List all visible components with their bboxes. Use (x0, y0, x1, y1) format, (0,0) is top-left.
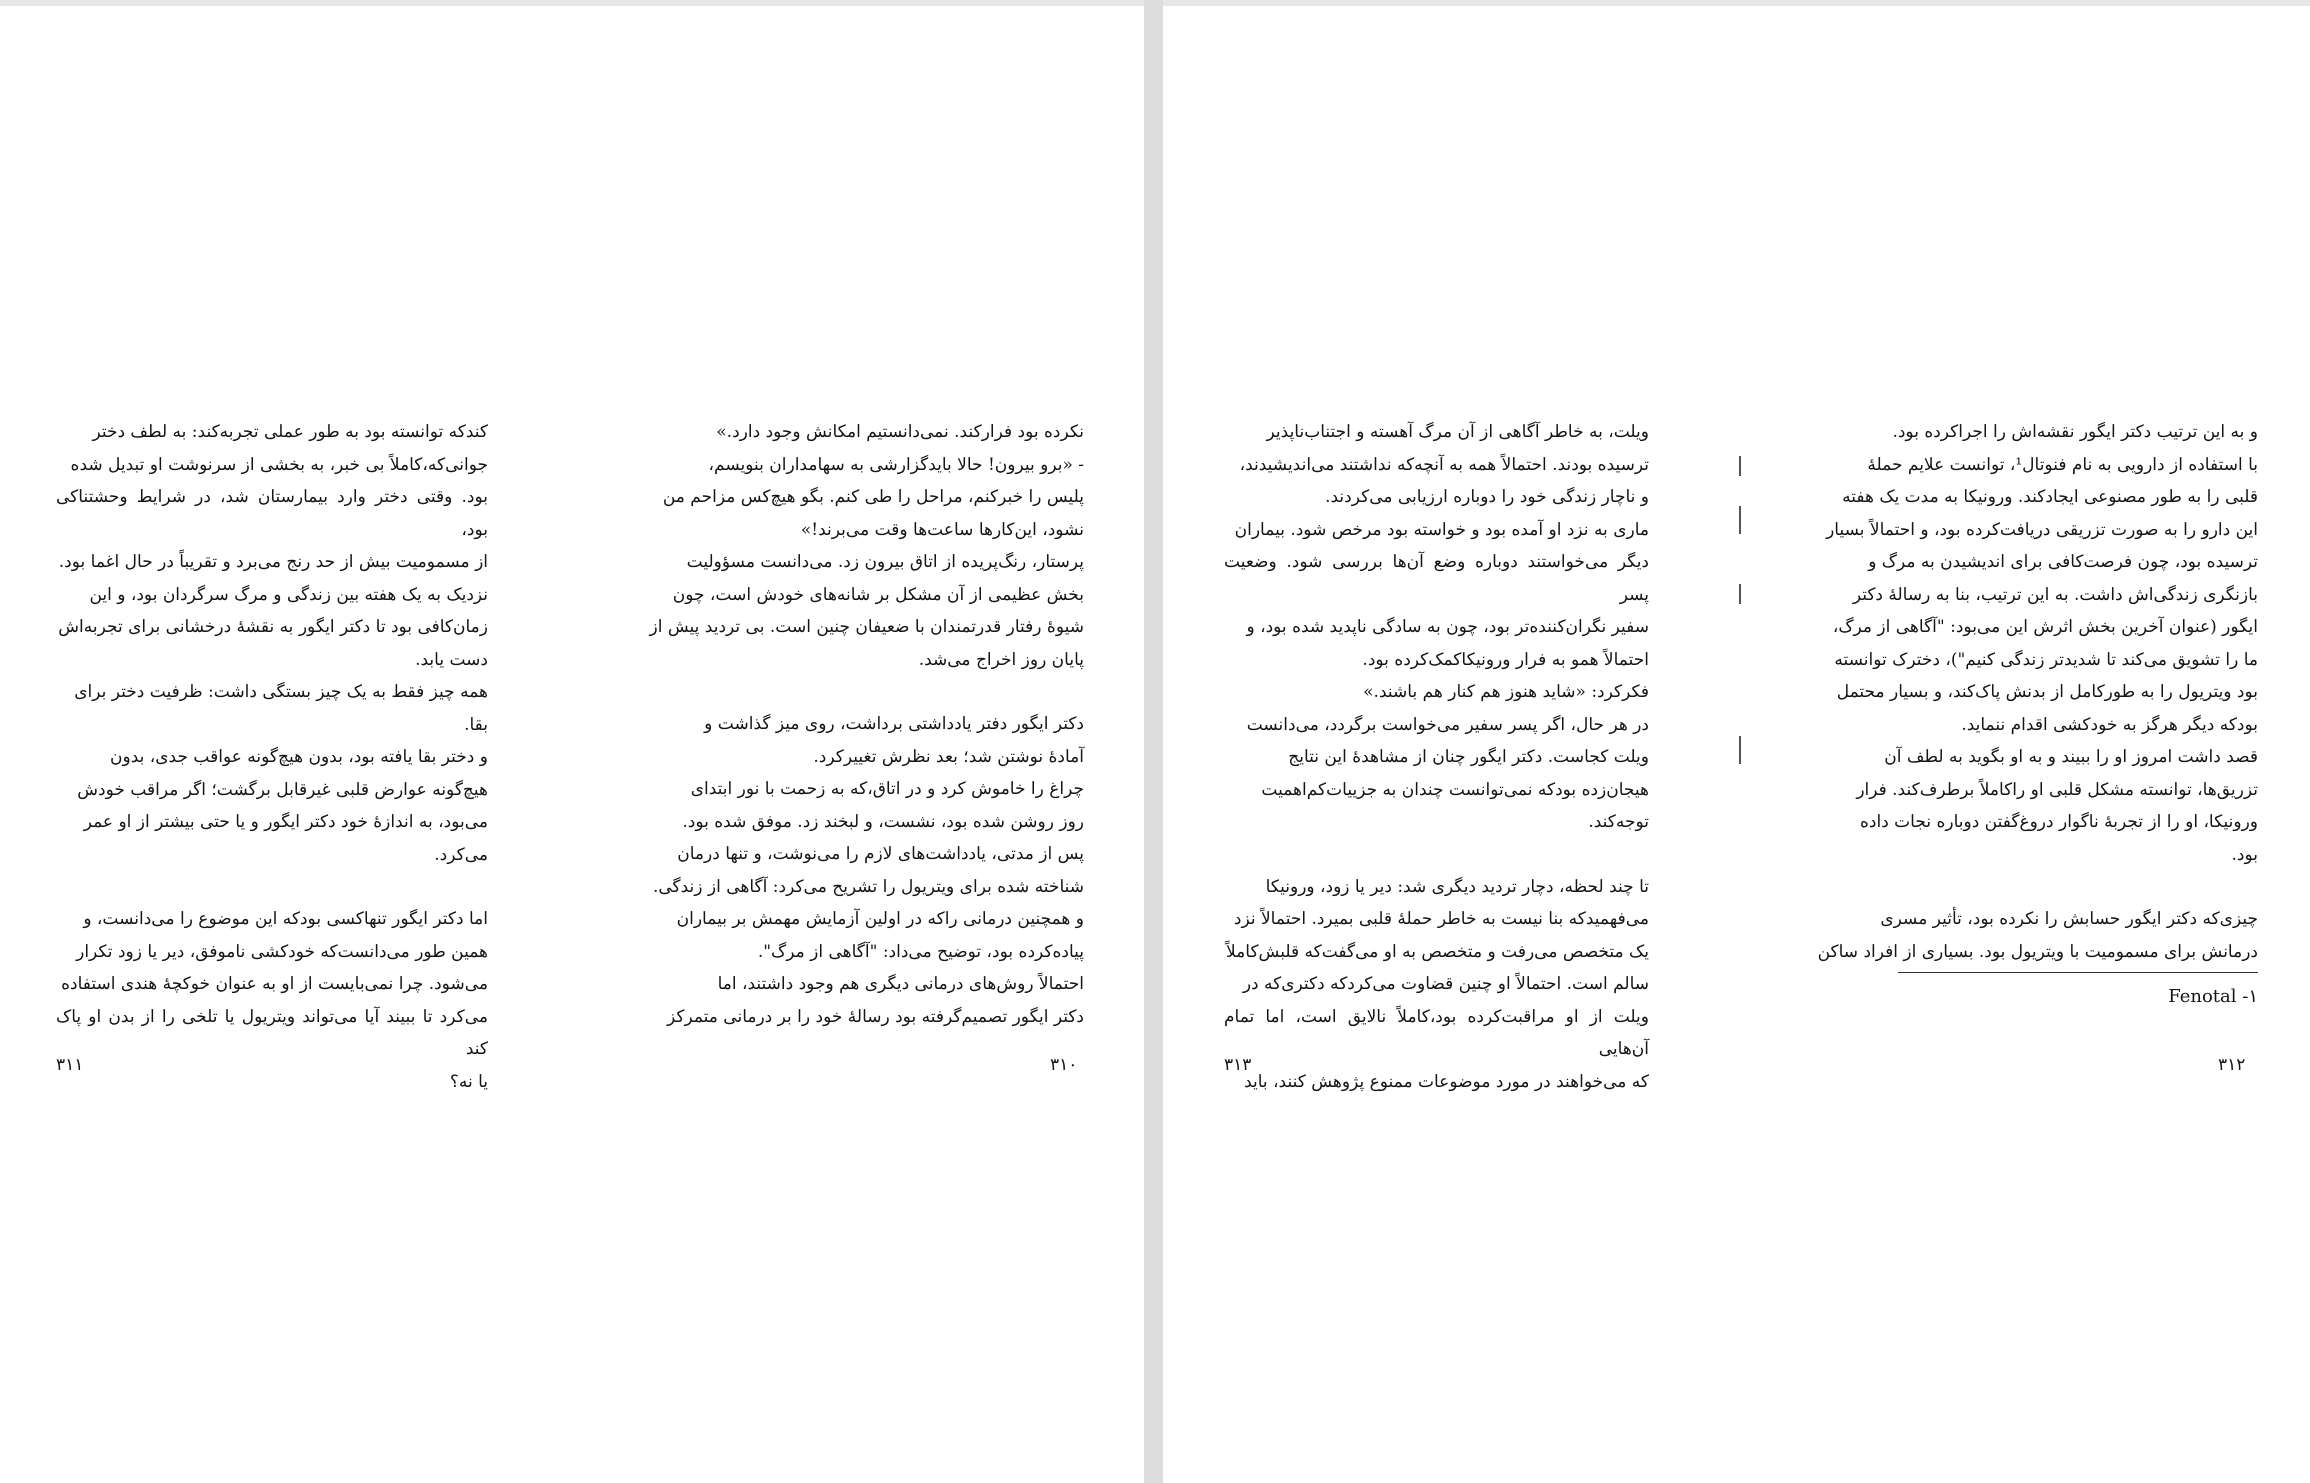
paragraph: نکرده بود فرارکند. نمی‌دانستیم امکانش وجود دارد.» - «برو بیرون! حالا باید‌گزارشی به سهامداران بنویسم، پلیس را خبرکنم، مراحل را طی کنم. بگو هیچ‌کس مزاحم من نشود، این‌کارها ساعت‌ها وقت می‌برند!» پرستار، رنگ‌پریده از اتاق بیرون زد. می‌دانست مسؤولیت بخش عظیمی از آن مشکل بر شانه‌های خودش است، چون شیوهٔ رفتار قدرتمندان با ضعیفان چنین است. بی تردید پیش از پایان روز اخراج می‌شد. (649, 422, 1084, 670)
footnote: ۱- Fenotal (2168, 986, 2258, 1007)
spread-gutter (1144, 0, 1163, 1483)
page-312-text (1786, 416, 2258, 968)
right-page-spread (1163, 6, 2310, 1483)
scan-mark (1739, 584, 1741, 604)
scan-mark (1739, 506, 1741, 534)
left-page-spread (0, 6, 1144, 1483)
page-310-text (648, 416, 1084, 1033)
page-313-text (1224, 416, 1649, 1098)
scan-mark (1739, 456, 1741, 476)
page-311-text (56, 416, 488, 1098)
paragraph: ویلت، به خاطر آگاهی از آن مرگ آهسته و اجتناب‌ناپذیر ترسیده بودند. احتمالاً همه به آنچه‌که نداشتند می‌اندیشیدند، و ناچار زندگی خود را دوباره ارزیابی می‌کردند. ماری به نزد او آمده بود و خواسته بود مرخص شود. بیماران دیگر می‌خواستند دوباره وضع آن‌ها بررسی شود. وضعیت پسر سفیر نگران‌کننده‌تر بود، چون به سادگی ناپدید شده بود، و احتمالاً همو به فرار ورونیکاکمک‌کرده بود. فکرکرد: «شاید هنوز هم کنار هم باشند.» در هر حال، اگر پسر سفیر می‌خواست برگردد، می‌دانست ویلت کجاست. دکتر ایگور چنان از مشاهدهٔ این نتایج هیجان‌زده بود‌که نمی‌توانست چندان به جزییات‌کم‌اهمیت توجه‌کند. (1224, 422, 1649, 832)
paragraph: اما دکتر ایگور تنهاکسی بودکه این موضوع را می‌دانست، و همین طور می‌دانست‌که خودکشی ناموفق، دیر یا زود تکرار می‌شود. چرا نمی‌بایست از او به عنوان خوکچهٔ هندی استفاده می‌کرد تا ببیند آیا می‌تواند ویتریول یا تلخی را از بدن او پاک کند یا نه؟ (56, 909, 488, 1092)
paragraph: و به این ترتیب دکتر ایگور نقشه‌اش را اجراکرده بود. با استفاده از دارویی به نام فنوتال¹، توانست علایم حملهٔ قلبی را به طور مصنوعی ایجادکند. ورونیکا به مدت یک هفته این دارو را به صورت تزریقی دریافت‌کرده بود، و احتمالاً بسیار ترسیده بود، چون فرصت‌کافی برای اندیشیدن به مرگ و بازنگری زندگی‌اش داشت. به این ترتیب، بنا به رسالهٔ دکتر ایگور (عنوان آخرین بخش اثرش این می‌بود: "آگاهی از مرگ، ما را تشویق می‌کند تا شدیدتر زندگی کنیم")، دخترک توانسته بود ویتریول را به طورکامل از بدنش پاک‌کند، و بسیار محتمل بودکه دیگر هرگز به خودکشی اقدام ننماید. قصد داشت امروز او را ببیند و به او بگوید به لطف آن تزریق‌ها، توانسته مشکل قلبی او راکاملاً برطرف‌کند. فرار ورونیکا، او را از تجربهٔ ناگوار دروغ‌گفتن دوباره نجات داده بود. (1826, 422, 2258, 865)
paragraph: تا چند لحظه، دچار تردید دیگری شد: دیر یا زود، ورونیکا می‌فهمید‌که بنا نیست به خاطر حملهٔ قلبی بمیرد. احتمالاً نزد یک متخصص می‌رفت و متخصص به او می‌گفت‌که قلبش‌کاملاً سالم است. احتمالاً او چنین قضاوت می‌کردکه دکتری‌که در ویلت از او مراقبت‌کرده بود،کاملاً نالایق است، اما تمام آن‌هایی که می‌خواهند در مورد موضوعات ممنوع پژوهش کنند، باید (1224, 876, 1649, 1092)
page-number: ۳۱۰ (1050, 1055, 1078, 1075)
footnote-divider (1898, 972, 2258, 973)
page-number: ۳۱۲ (2218, 1055, 2246, 1075)
paragraph: کندکه توانسته بود به طور عملی تجربه‌کند: به لطف دختر جوانی‌که،کاملاً بی خبر، به بخشی از سرنوشت او تبدیل شده بود. وقتی دختر وارد بیمارستان شد، در شرایط وحشتناکی بود، از مسمومیت بیش از حد رنج می‌برد و تقریباً در حال اغما بود. نزدیک به یک هفته بین زندگی و مرگ سرگردان بود، و این زمان‌کافی بود تا دکتر ایگور به نقشهٔ درخشانی برای تجربه‌اش دست یابد. همه چیز فقط به یک چیز بستگی داشت: ظرفیت دختر برای بقا. و دختر بقا یافته بود، بدون هیچ‌گونه عواقب جدی، بدون هیچ‌گونه عوارض قلبی غیرقابل برگشت؛ اگر مراقب خودش می‌بود، به اندازهٔ خود دکتر ایگور و یا حتی بیشتر از او عمر می‌کرد. (56, 422, 488, 865)
page-number: ۳۱۱ (56, 1055, 84, 1075)
page-number: ۳۱۳ (1224, 1055, 1252, 1075)
paragraph: دکتر ایگور دفتر یادداشتی برداشت، روی میز گذاشت و آمادهٔ نوشتن شد؛ بعد نظرش تغییرکرد. چراغ را خاموش کرد و در اتاق،که به زحمت با نور ابتدای روز روشن شده بود، نشست، و لبخند زد. موفق شده بود. پس از مدتی، یادداشت‌های لازم را می‌نوشت، و تنها درمان شناخته شده برای ویتریول را تشریح می‌کرد: آگاهی از زندگی. و همچنین درمانی راکه در اولین آزمایش مهمش بر بیماران پیاده‌کرده بود، توضیح می‌داد: "آگاهی از مرگ". احتمالاً روش‌های درمانی دیگری هم وجود داشتند، اما دکتر ایگور تصمیم‌گرفته بود رسالهٔ خود را بر درمانی متمرکز (652, 714, 1084, 1027)
paragraph: چیزی‌که دکتر ایگور حسابش را نکرده بود، تأثیر مسری درمانش برای مسمومیت با ویتریول بود. بسیاری از افراد ساکن (1817, 909, 2258, 962)
scan-mark (1739, 736, 1741, 764)
